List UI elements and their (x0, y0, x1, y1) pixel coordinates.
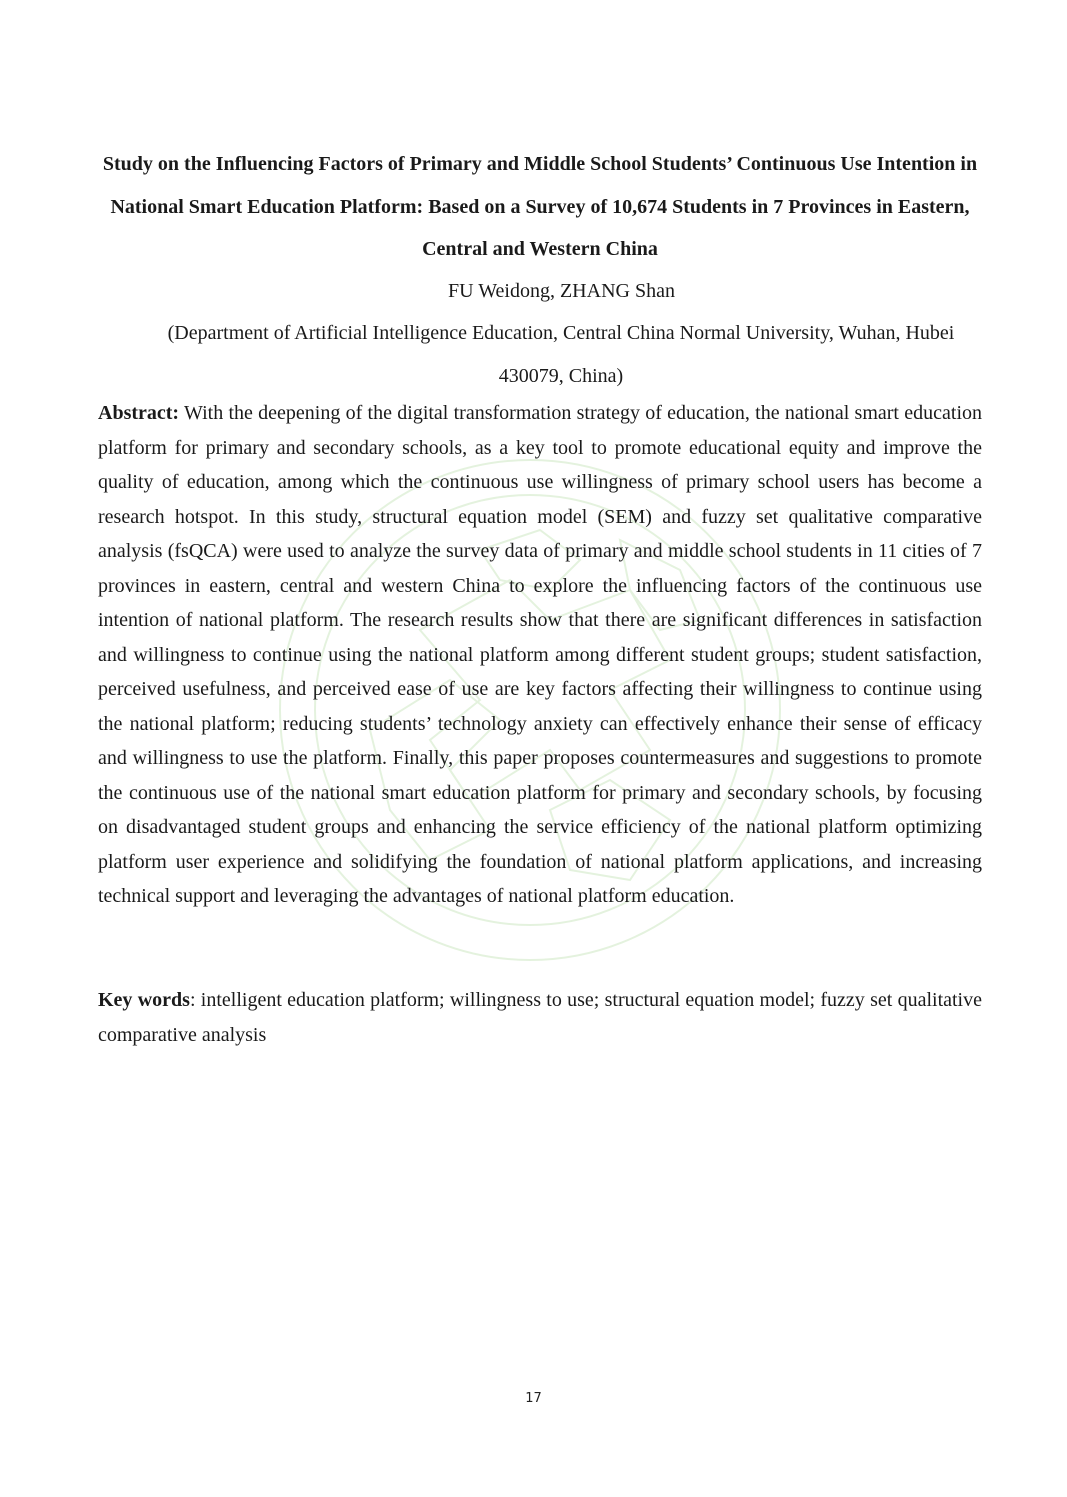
keywords-label: Key words (98, 989, 190, 1011)
paper-affiliation: (Department of Artificial Intelligence Education, Central China Normal University, Wuhan, Hubei 430079, China) (167, 322, 955, 387)
page-number: 17 (525, 1391, 542, 1406)
keywords-paragraph (98, 983, 982, 1052)
keywords-text: : intelligent education platform; willingness to use; structural equation model; fuzzy set qualitative comparative analysis (98, 989, 982, 1046)
abstract-text: With the deepening of the digital transformation strategy of education, the national smart education platform for primary and secondary schools, as a key tool to promote educational equity and improve the quality of education, among which the continuous use willingness of primary school users has become a research hotspot. In this study, structural equation model (SEM) and fuzzy set qualitative comparative analysis (fsQCA) were used to analyze the survey data of primary and middle school students in 11 cities of 7 provinces in eastern, central and western China to explore the influencing factors of the continuous use intention of national platform. The research results show that there are significant differences in satisfaction and willingness to continue using the national platform among different student groups; student satisfaction, perceived usefulness, and perceived ease of use are key factors affecting their willingness to continue using the national platform; reducing students’ technology anxiety can effectively enhance their sense of efficacy and willingness to use the platform. Finally, this paper proposes countermeasures and suggestions to promote the continuous use of the national smart education platform for primary and secondary schools, by focusing on disadvantaged student groups and enhancing the service efficiency of the national platform optimizing platform user experience and solidifying the foundation of national platform applications, and increasing technical support and leveraging the advantages of national platform education. (98, 402, 982, 907)
abstract-paragraph (98, 396, 982, 914)
abstract-label: Abstract: (98, 402, 180, 424)
paper-title: Study on the Influencing Factors of Primary and Middle School Students’ Continuous Use Intention in National Smart Education Platform: Based on a Survey of 10,674 Students in 7 Provinces in Eastern, Central and Western China (102, 153, 978, 260)
paper-authors: FU Weidong, ZHANG Shan (448, 280, 675, 302)
